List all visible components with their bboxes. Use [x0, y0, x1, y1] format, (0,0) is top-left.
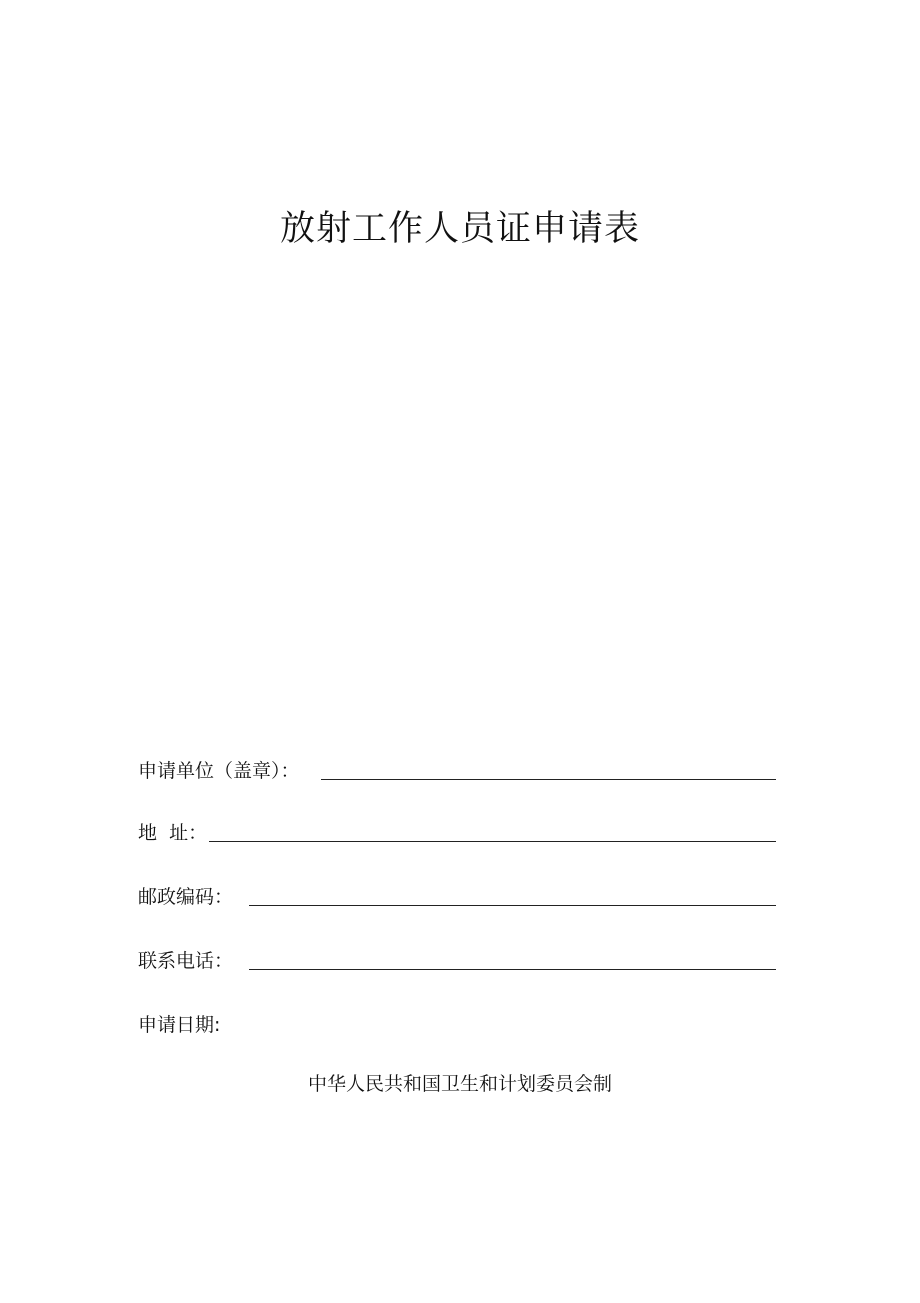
field-postal-code	[138, 880, 778, 910]
field-application-date	[138, 1008, 438, 1038]
field-phone	[138, 944, 778, 974]
blank-line-phone	[249, 969, 776, 970]
field-label-postal-code: 邮政编码：	[138, 886, 234, 908]
issuer-text: 中华人民共和国卫生和计划委员会制	[307, 1073, 612, 1095]
field-address	[138, 816, 778, 846]
blank-line-address	[209, 841, 776, 842]
field-label-application-date: 申请日期:	[138, 1014, 221, 1036]
field-label-phone: 联系电话：	[138, 950, 234, 972]
blank-line-applicant-unit	[321, 779, 776, 780]
field-label-address: 地 址：	[138, 822, 208, 844]
blank-line-postal-code	[249, 905, 776, 906]
field-applicant-unit	[138, 754, 778, 784]
field-label-applicant-unit: 申请单位（盖章）：	[138, 760, 300, 782]
document-title: 放射工作人员证申请表	[279, 209, 640, 249]
